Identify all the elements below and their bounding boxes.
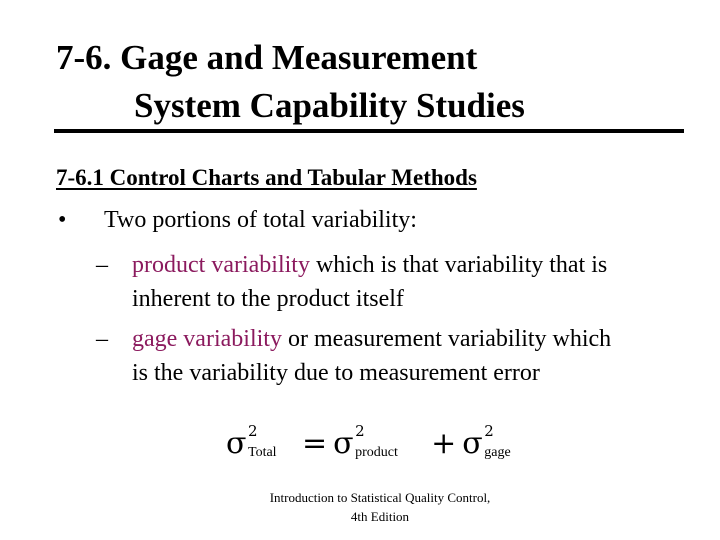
exponent: 2 <box>248 422 258 440</box>
exponent: 2 <box>355 422 365 440</box>
term-product-variability: product variability <box>132 252 310 278</box>
dash-marker: – <box>96 252 108 278</box>
footer-line-2: 4th Edition <box>350 509 410 524</box>
subscript-total: Total <box>248 445 277 460</box>
title-line-2: System Capability Studies <box>134 86 525 125</box>
exponent: 2 <box>484 422 494 440</box>
equals-sign: = <box>302 426 328 461</box>
sigma-symbol: σ <box>226 426 247 461</box>
subscript-product: product <box>355 445 398 460</box>
sigma-symbol: σ <box>333 426 354 461</box>
sigma-product <box>333 424 425 464</box>
page-title <box>56 34 676 130</box>
subscript-gage: gage <box>484 445 511 460</box>
sigma-gage <box>462 424 526 464</box>
sigma-symbol: σ <box>462 426 483 461</box>
section-heading: 7-6.1 Control Charts and Tabular Methods <box>56 165 477 190</box>
title-line-1: 7-6. Gage and Measurement <box>56 38 478 77</box>
sigma-total <box>226 424 296 464</box>
bullet-marker: • <box>58 207 67 233</box>
sub-item-description: or measurement variability which is the variability due to measurement error <box>132 326 612 386</box>
sub-item-text <box>132 322 632 390</box>
plus-sign: + <box>431 426 457 461</box>
variance-formula <box>226 424 526 464</box>
footer <box>230 488 530 526</box>
title-divider <box>54 129 684 133</box>
dash-marker: – <box>96 326 108 352</box>
sub-item-text <box>132 248 632 316</box>
sub-item-description: which is that variability that is inherent to the product itself <box>132 252 608 312</box>
footer-line-1: Introduction to Statistical Quality Control, <box>269 490 491 505</box>
term-gage-variability: gage variability <box>132 326 282 352</box>
bullet-text: Two portions of total variability: <box>104 207 417 233</box>
